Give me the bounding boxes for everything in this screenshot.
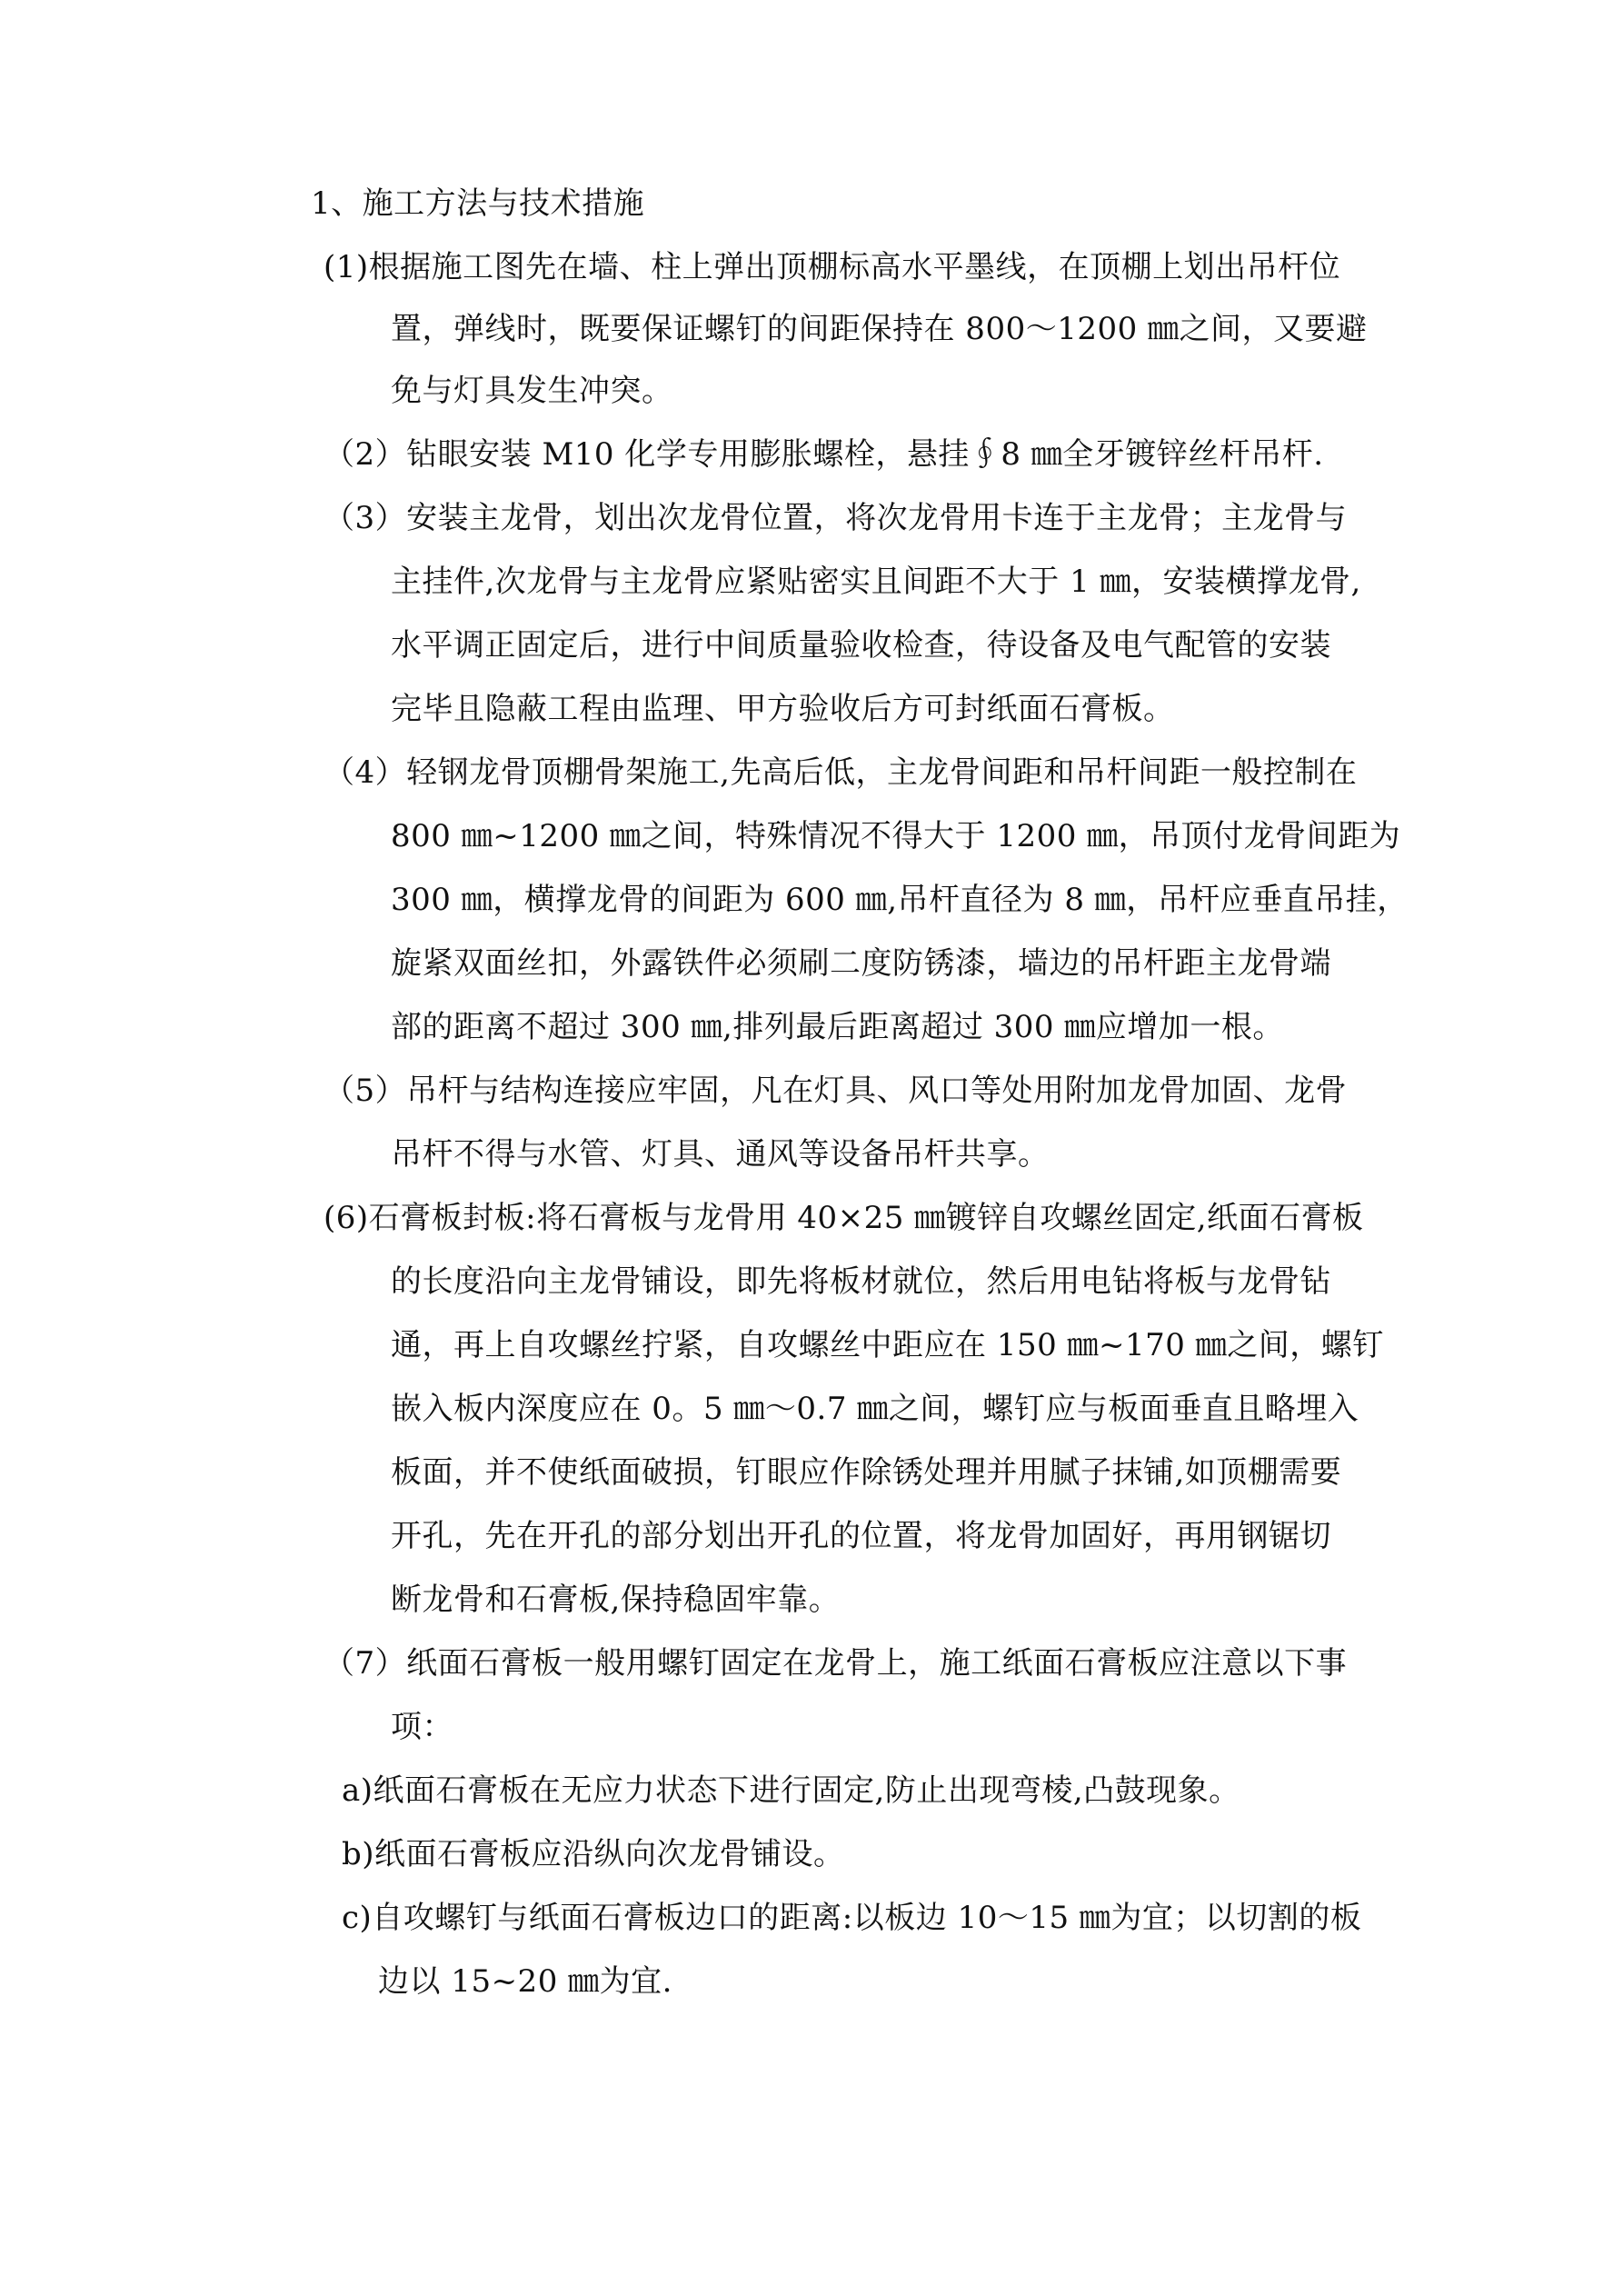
paragraph-4-line-3: 300 ㎜，横撑龙骨的间距为 600 ㎜,吊杆直径为 8 ㎜，吊杆应垂直吊挂， bbox=[391, 882, 1409, 918]
paragraph-1-line-3: 免与灯具发生冲突。 bbox=[391, 373, 673, 409]
paragraph-6-line-3: 通，再上自攻螺丝拧紧，自攻螺丝中距应在 150 ㎜~170 ㎜之间，螺钉 bbox=[391, 1327, 1384, 1363]
paragraph-6-line-2: 的长度沿向主龙骨铺设，即先将板材就位，然后用电钻将板与龙骨钻 bbox=[391, 1263, 1331, 1300]
paragraph-2-line-1: （2）钻眼安装 M10 化学专用膨胀螺栓，悬挂∮8 ㎜全牙镀锌丝杆吊杆. bbox=[324, 436, 1324, 473]
paragraph-6-line-4: 嵌入板内深度应在 0。5 ㎜～0.7 ㎜之间，螺钉应与板面垂直且略埋入 bbox=[391, 1391, 1359, 1427]
paragraph-6-line-7: 断龙骨和石膏板,保持稳固牢靠。 bbox=[391, 1582, 841, 1618]
item-c-line-1: c)自攻螺钉与纸面石膏板边口的距离:以板边 10～15 ㎜为宜；以切割的板 bbox=[342, 1900, 1362, 1936]
paragraph-3-line-4: 完毕且隐蔽工程由监理、甲方验收后方可封纸面石膏板。 bbox=[391, 691, 1175, 727]
paragraph-1-line-1: (1)根据施工图先在墙、柱上弹出顶棚标高水平墨线，在顶棚上划出吊杆位 bbox=[324, 249, 1341, 285]
item-a-line-1: a)纸面石膏板在无应力状态下进行固定,防止出现弯棱,凸鼓现象。 bbox=[342, 1772, 1240, 1809]
paragraph-6-line-5: 板面，并不使纸面破损，钉眼应作除锈处理并用腻子抹铺,如顶棚需要 bbox=[391, 1454, 1342, 1491]
paragraph-5-line-2: 吊杆不得与水管、灯具、通风等设备吊杆共享。 bbox=[391, 1136, 1050, 1173]
paragraph-7-line-1: （7）纸面石膏板一般用螺钉固定在龙骨上，施工纸面石膏板应注意以下事 bbox=[324, 1645, 1348, 1682]
paragraph-6-line-1: (6)石膏板封板:将石膏板与龙骨用 40×25 ㎜镀锌自攻螺丝固定,纸面石膏板 bbox=[324, 1200, 1364, 1236]
paragraph-6-line-6: 开孔，先在开孔的部分划出开孔的位置，将龙骨加固好，再用钢锯切 bbox=[391, 1518, 1331, 1554]
paragraph-7-line-2: 项： bbox=[391, 1709, 453, 1745]
paragraph-4-line-2: 800 ㎜~1200 ㎜之间，特殊情况不得大于 1200 ㎜，吊顶付龙骨间距为 bbox=[391, 818, 1401, 854]
paragraph-3-line-2: 主挂件,次龙骨与主龙骨应紧贴密实且间距不大于 1 ㎜，安装横撑龙骨, bbox=[391, 564, 1361, 600]
paragraph-1-line-2: 置，弹线时，既要保证螺钉的间距保持在 800～1200 ㎜之间，又要避 bbox=[391, 311, 1368, 347]
paragraph-3-line-3: 水平调正固定后，进行中间质量验收检查，待设备及电气配管的安装 bbox=[391, 627, 1331, 664]
paragraph-3-line-1: （3）安装主龙骨，划出次龙骨位置，将次龙骨用卡连于主龙骨；主龙骨与 bbox=[324, 500, 1348, 536]
item-c-line-2: 边以 15~20 ㎜为宜. bbox=[378, 1963, 672, 2000]
paragraph-5-line-1: （5）吊杆与结构连接应牢固，凡在灯具、风口等处用附加龙骨加固、龙骨 bbox=[324, 1073, 1348, 1109]
item-b-line-1: b)纸面石膏板应沿纵向次龙骨铺设。 bbox=[342, 1836, 845, 1872]
section-heading: 1、施工方法与技术措施 bbox=[311, 185, 645, 222]
paragraph-4-line-1: （4）轻钢龙骨顶棚骨架施工,先高后低，主龙骨间距和吊杆间距一般控制在 bbox=[324, 754, 1358, 791]
paragraph-4-line-5: 部的距离不超过 300 ㎜,排列最后距离超过 300 ㎜应增加一根。 bbox=[391, 1009, 1284, 1045]
paragraph-4-line-4: 旋紧双面丝扣，外露铁件必须刷二度防锈漆，墙边的吊杆距主龙骨端 bbox=[391, 945, 1331, 982]
